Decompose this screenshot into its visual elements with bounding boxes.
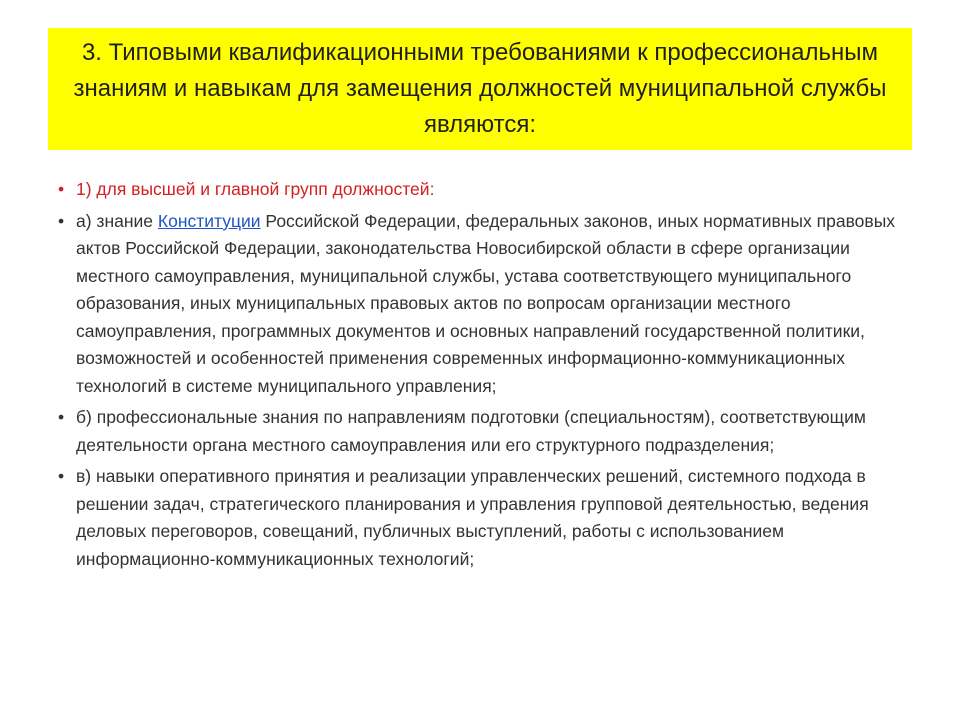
slide-title: 3. Типовыми квалификационными требованиями к профессиональным знаниям и навыкам для замещения должностей муниципальной службы являются: <box>73 39 887 138</box>
bullet-dot-icon: • <box>58 179 65 199</box>
bullet-text: в) навыки оперативного принятия и реализации управленческих решений, системного подхода в решении задач, стратегического планирования и управления групповой деятельностью, ведения деловых переговоров, совещаний, публичных выступлений, работы с использованием информационно-коммуникационных технологий; <box>76 466 869 569</box>
bullet-item-group-heading <box>54 176 914 204</box>
constitution-link[interactable]: Конституции <box>157 210 261 231</box>
title-banner <box>48 28 912 150</box>
bullet-list <box>54 176 914 573</box>
bullet-dot-icon: • <box>58 466 65 486</box>
bullet-item-c <box>54 463 914 573</box>
bullet-text: 1) для высшей и главной групп должностей: <box>76 179 435 199</box>
bullet-text-prefix: а) знание <box>76 210 158 231</box>
bullet-dot-icon: • <box>58 407 65 427</box>
bullet-dot-icon: • <box>58 210 65 231</box>
bullet-text-suffix: Российской Федерации, федеральных законов, иных нормативных правовых актов Российской Федерации, законодательства Новосибирской области в сфере организации местного самоуправления, муниципальной службы, устава соответствующего муниципального образования, иных муниципальных правовых актов по вопросам организации местного самоуправления, программных документов и основных направлений государственной политики, возможностей и особенностей применения современных информационно-коммуникационных технологий в системе муниципального управления; <box>76 210 896 396</box>
bullet-text: б) профессиональные знания по направлениям подготовки (специальностям), соответствующим деятельности органа местного самоуправления или его структурного подразделения; <box>76 407 866 455</box>
slide-body <box>54 176 914 577</box>
bullet-item-a <box>54 208 914 401</box>
bullet-item-b <box>54 404 914 459</box>
